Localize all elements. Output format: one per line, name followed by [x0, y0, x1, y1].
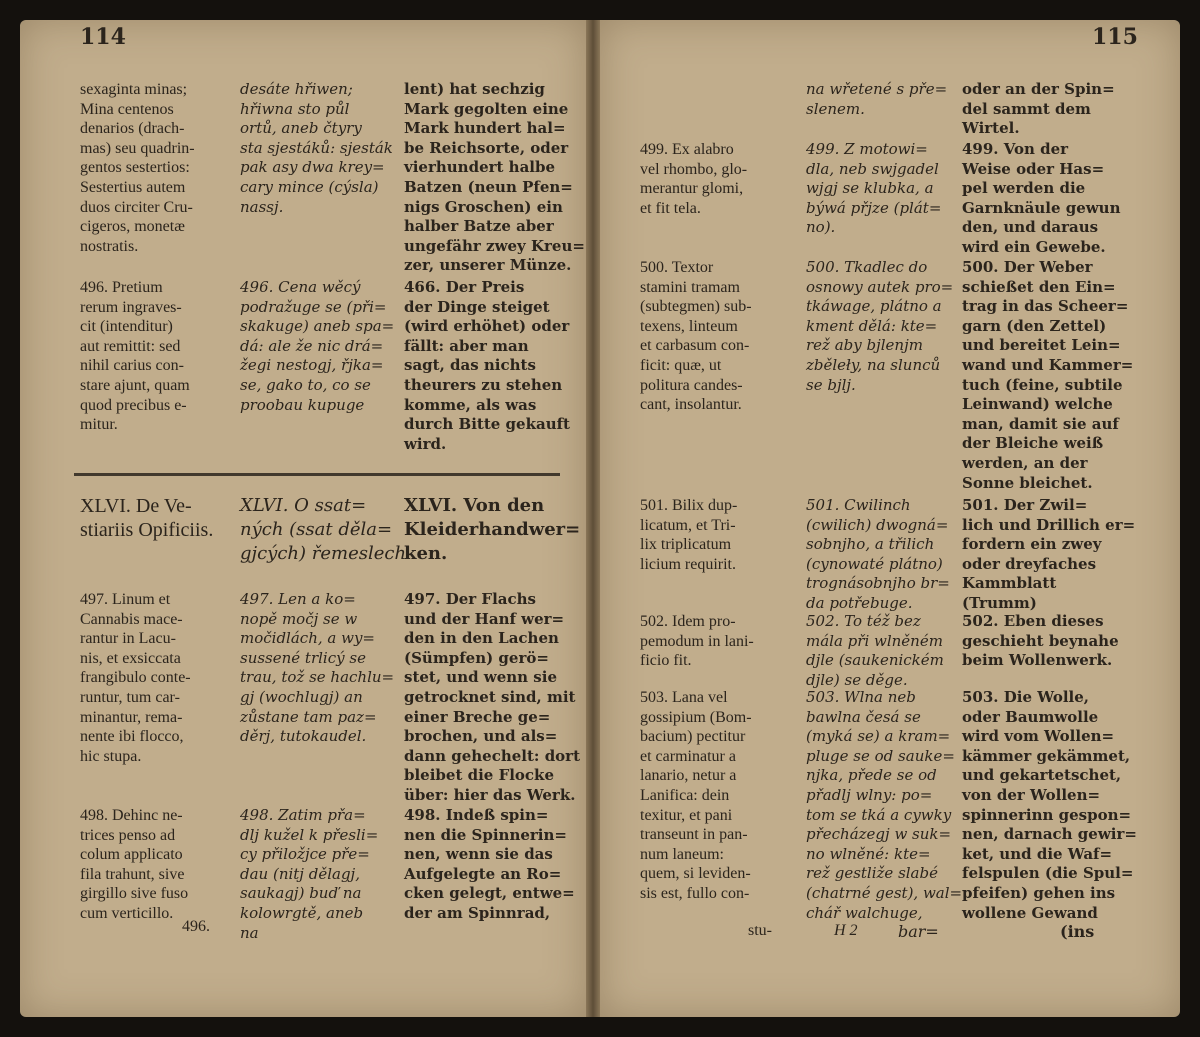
right-499-latin: 499. Ex alabro vel rhombo, glo- merantur glomi, et fit tela.: [640, 141, 748, 217]
right-503-latin: 503. Lana vel gossipium (Bom- bacium) pectitur et carminatur a lanario, netur a Lanifica: dein texitur, et pani transeunt in pan- num laneum: quem, si leviden- sis est, fullo con-: [640, 689, 752, 902]
right-499-czech: 499. Z motowi= dla, neb swjgadel wjgj se klubka, a býwá přjze (plát= no).: [806, 140, 942, 237]
right-500-german: 500. Der Weber schießet den Ein= trag in das Scheer= garn (den Zettel) und bereitet Lein= wand und Kammer= tuch (feine, subtile Leinwand) welche man, damit sie auf der Bleiche weiß werden, an der Sonne bleichet.: [962, 258, 1134, 492]
left-498-czech: 498. Zatim přa= dlj kužel k přesli= cy přiložjce pře= dau (nitj dělagj, saukagj) buď na kolowrgtě, aneb na: [240, 806, 379, 942]
right-page-signature: H 2: [834, 922, 858, 939]
left-page-number: 114: [80, 24, 126, 50]
left-496-german: 466. Der Preis der Dinge steiget (wird erhöhet) oder fällt: aber man sagt, das nichts theurers zu stehen komme, als was durch Bitte gekauft wird.: [404, 278, 570, 453]
left-page-signature: 496.: [182, 918, 210, 935]
left-497-czech: 497. Len a ko= nopě močj se w močidlách, a wy= sussené trlicý se trau, tož se hachlu= gj (wochlugj) an zůstane tam paz= děrj, tutokaudel.: [240, 590, 395, 746]
right-catchword-czech: bar=: [898, 922, 939, 941]
book-spine: [586, 20, 600, 1017]
heading-german: XLVI. Von den Kleiderhandwer= ken.: [404, 495, 581, 564]
left-496-latin: 496. Pretium rerum ingraves- cit (intenditur) aut remittit: sed nihil carius con- stare ajunt, quam quod precibus e- mitur.: [80, 279, 190, 434]
left-497-latin: 497. Linum et Cannabis mace- rantur in Lacu- nis, et exsiccata frangibulo conte- runtur, tum car- minantur, rema- nente ibi flocco, hic stupa.: [80, 591, 191, 765]
right-catchword-latin: stu-: [748, 922, 772, 939]
right-500-czech: 500. Tkadlec do osnowy autek pro= tkáwage, plátno a kment dělá: kte= rež aby bjlenjm zběleły, na slunců se bjlj.: [806, 258, 954, 394]
right-499-german: 499. Von der Weise oder Has= pel werden die Garnknäule gewun den, und daraus wird ein Gewebe.: [962, 140, 1121, 256]
left-top-czech: desáte hřiwen; hřiwna sto půl ortů, aneb čtyry sta sjestáků: sjesták pak asy dwa krey= cary mince (cýsla) nassj.: [240, 80, 393, 216]
heading-latin: XLVI. De Ve- stiariis Opificiis.: [80, 495, 214, 541]
right-502-latin: 502. Idem pro- pemodum in lani- ficio fit.: [640, 613, 754, 670]
right-501-german: 501. Der Zwil= lich und Drillich er= fordern ein zwey oder dreyfaches Kammblatt (Trumm): [962, 496, 1136, 612]
left-top-german: lent) hat sechzig Mark gegolten eine Mark hundert hal= be Reichsorte, oder vierhundert halbe Batzen (neun Pfen= nigs Groschen) ein halber Batze aber ungefähr zwey Kreu= zer, unserer Münze.: [404, 80, 585, 275]
right-top-czech: na wřetené s pře= slenem.: [806, 80, 948, 118]
right-502-german: 502. Eben dieses geschieht beynahe beim Wollenwerk.: [962, 612, 1119, 670]
section-divider: [74, 473, 560, 476]
left-498-german: 498. Indeß spin= nen die Spinnerin= nen, wenn sie das Aufgelegte an Ro= cken gelegt, entwe= der am Spinnrad,: [404, 806, 575, 922]
left-top-latin: sexaginta minas; Mina centenos denarios (drach- mas) seu quadrin- gentos sestertios: Sestertius autem duos circiter Cru- cigeros, monetæ nostratis.: [80, 81, 195, 255]
left-498-latin: 498. Dehinc ne- trices penso ad colum applicato fila trahunt, sive girgillo sive fuso cum verticillo.: [80, 807, 189, 922]
left-497-german: 497. Der Flachs und der Hanf wer= den in den Lachen (Sümpfen) gerö= stet, und wenn sie getrocknet sind, mit einer Breche ge= brochen, und als= dann gehechelt: dort bleibet die Flocke über: hier das Werk.: [404, 590, 581, 804]
right-page-number: 115: [1092, 24, 1138, 50]
right-501-latin: 501. Bilix dup- licatum, et Tri- lix triplicatum licium requirit.: [640, 497, 738, 573]
right-501-czech: 501. Cwilinch (cwilich) dwogná= sobnjho, a třilich (cynowaté plátno) trognásobnjho br= da potřebuge.: [806, 496, 950, 612]
right-top-german: oder an der Spin= del sammt dem Wirtel.: [962, 80, 1115, 138]
right-catchword-german: (ins: [1060, 922, 1095, 941]
right-500-latin: 500. Textor stamini tramam (subtegmen) sub- texens, linteum et carbasum con- ficit: quæ, ut politura candes- cant, insolantur.: [640, 259, 752, 414]
right-503-german: 503. Die Wolle, oder Baumwolle wird vom Wollen= kämmer gekämmet, und gekartetschet, von der Wollen= spinnerinn gespon= nen, darnach gewir= ket, und die Waf= felspulen (die Spul= pfeifen) gehen ins wollene Gewand: [962, 688, 1137, 922]
right-503-czech: 503. Wlna neb bawlna česá se (myká se) a kram= pluge se od sauke= njka, přede se od přadlj wlny: po= tom se tká a cywky přecházegj w suk= no wlněné: kte= rež gestliže slabé (chatrné gest), wal= chář walchuge,: [806, 688, 963, 922]
left-496-czech: 496. Cena wěcý podražuge se (při= skakuge) aneb spa= dá: ale že nic drá= žegi nestogj, řjka= se, gako to, co se proobau kupuge: [240, 278, 395, 414]
right-502-czech: 502. To též bez mála při wlněném djle (saukenickém djle) se děge.: [806, 612, 944, 689]
heading-czech: XLVI. O ssat= ných (ssat děla= gjcých) řemeslech-: [240, 495, 413, 564]
